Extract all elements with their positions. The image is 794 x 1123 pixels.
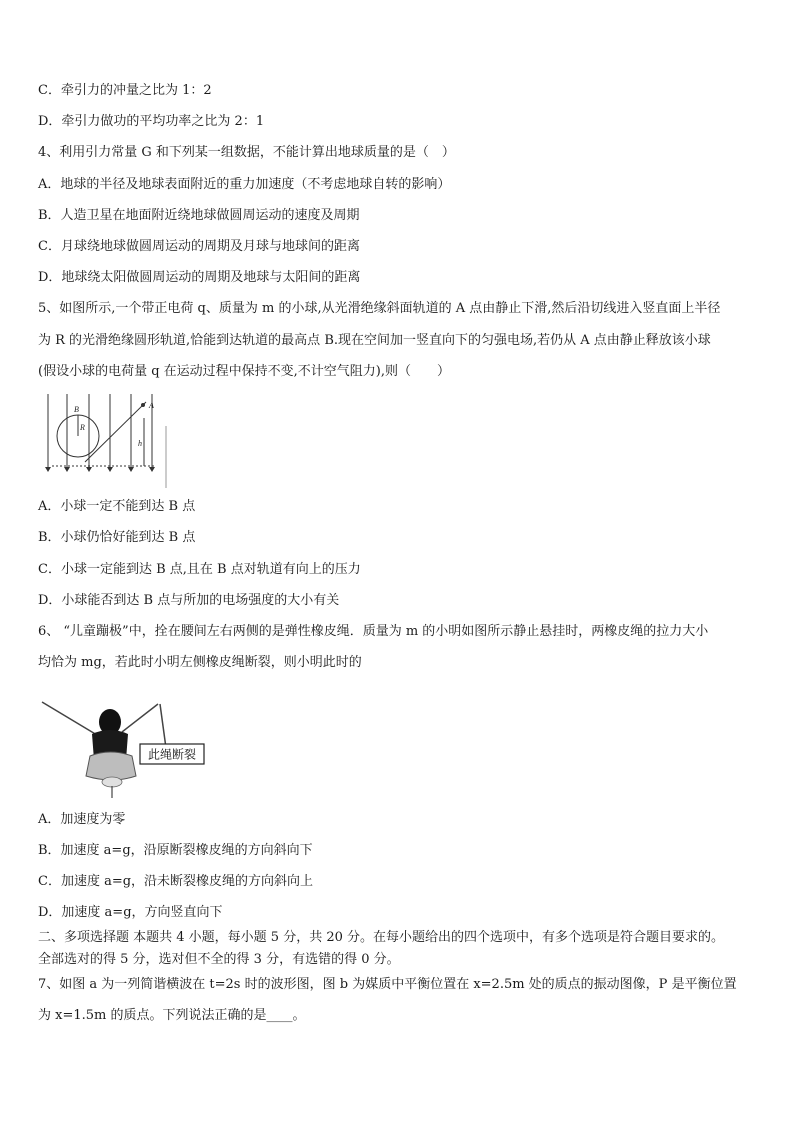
q4-option-b: B．人造卫星在地面附近绕地球做圆周运动的速度及周期 xyxy=(38,208,360,223)
q6-option-a: A．加速度为零 xyxy=(38,812,126,827)
fig1-label-b: B xyxy=(74,405,79,414)
q3-option-d: D．牵引力做功的平均功率之比为 2：1 xyxy=(38,114,265,129)
question-5-stem-line3: (假设小球的电荷量 q 在运动过程中保持不变,不计空气阻力),则（ ） xyxy=(38,364,450,379)
q6-option-b: B．加速度 a=g，沿原断裂橡皮绳的方向斜向下 xyxy=(38,843,313,858)
question-6-stem-line2: 均恰为 mg，若此时小明左侧橡皮绳断裂，则小明此时的 xyxy=(38,655,362,670)
q5-option-c: C．小球一定能到达 B 点,且在 B 点对轨道有向上的压力 xyxy=(38,562,361,577)
section-2-heading-line1: 二、多项选择题 本题共 4 小题，每小题 5 分，共 20 分。在每小题给出的四个选项中，有多个选项是符合题目要求的。 xyxy=(38,930,725,945)
fig1-label-h: h xyxy=(138,439,142,448)
q6-option-c: C．加速度 a=g，沿未断裂橡皮绳的方向斜向上 xyxy=(38,874,314,889)
q4-option-a: A．地球的半径及地球表面附近的重力加速度（不考虑地球自转的影响） xyxy=(38,177,451,192)
q4-option-c: C．月球绕地球做圆周运动的周期及月球与地球间的距离 xyxy=(38,239,360,254)
q5-option-d: D．小球能否到达 B 点与所加的电场强度的大小有关 xyxy=(38,593,340,608)
question-7-stem-line1: 7、如图 a 为一列简谐横波在 t=2s 时的波形图，图 b 为媒质中平衡位置在 x=2.5m 处的质点的振动图像，P 是平衡位置 xyxy=(38,977,737,992)
question-5-stem-line2: 为 R 的光滑绝缘圆形轨道,恰能到达轨道的最高点 B.现在空间加一竖直向下的匀强电场,若仍从 A 点由静止释放该小球 xyxy=(38,333,711,348)
q6-option-d: D．加速度 a=g，方向竖直向下 xyxy=(38,905,223,920)
q5-option-b: B．小球仍恰好能到达 B 点 xyxy=(38,530,196,545)
rope-broken-label: 此绳断裂 xyxy=(147,747,197,762)
q4-option-d: D．地球绕太阳做圆周运动的周期及地球与太阳间的距离 xyxy=(38,270,361,285)
q5-option-a: A．小球一定不能到达 B 点 xyxy=(38,499,196,514)
q3-option-c: C．牵引力的冲量之比为 1：2 xyxy=(38,83,212,98)
fig1-label-a: A xyxy=(149,401,154,410)
question-4-stem: 4、利用引力常量 G 和下列某一组数据，不能计算出地球质量的是（ ） xyxy=(38,145,455,160)
section-2-heading-line2: 全部选对的得 5 分，选对但不全的得 3 分，有选错的得 0 分。 xyxy=(38,952,400,967)
question-5-stem-line1: 5、如图所示,一个带正电荷 q、质量为 m 的小球,从光滑绝缘斜面轨道的 A 点由静止下滑,然后沿切线进入竖直面上半径 xyxy=(38,301,721,316)
question-7-stem-line2: 为 x=1.5m 的质点。下列说法正确的是____。 xyxy=(38,1008,306,1023)
fig1-label-r: R xyxy=(80,423,85,432)
figure-incline-loop-electric-field xyxy=(40,392,170,490)
figure-child-bungee xyxy=(40,690,210,800)
question-6-stem-line1: 6、 “儿童蹦极”中，拴在腰间左右两侧的是弹性橡皮绳．质量为 m 的小明如图所示静止悬挂时，两橡皮绳的拉力大小 xyxy=(38,624,709,639)
